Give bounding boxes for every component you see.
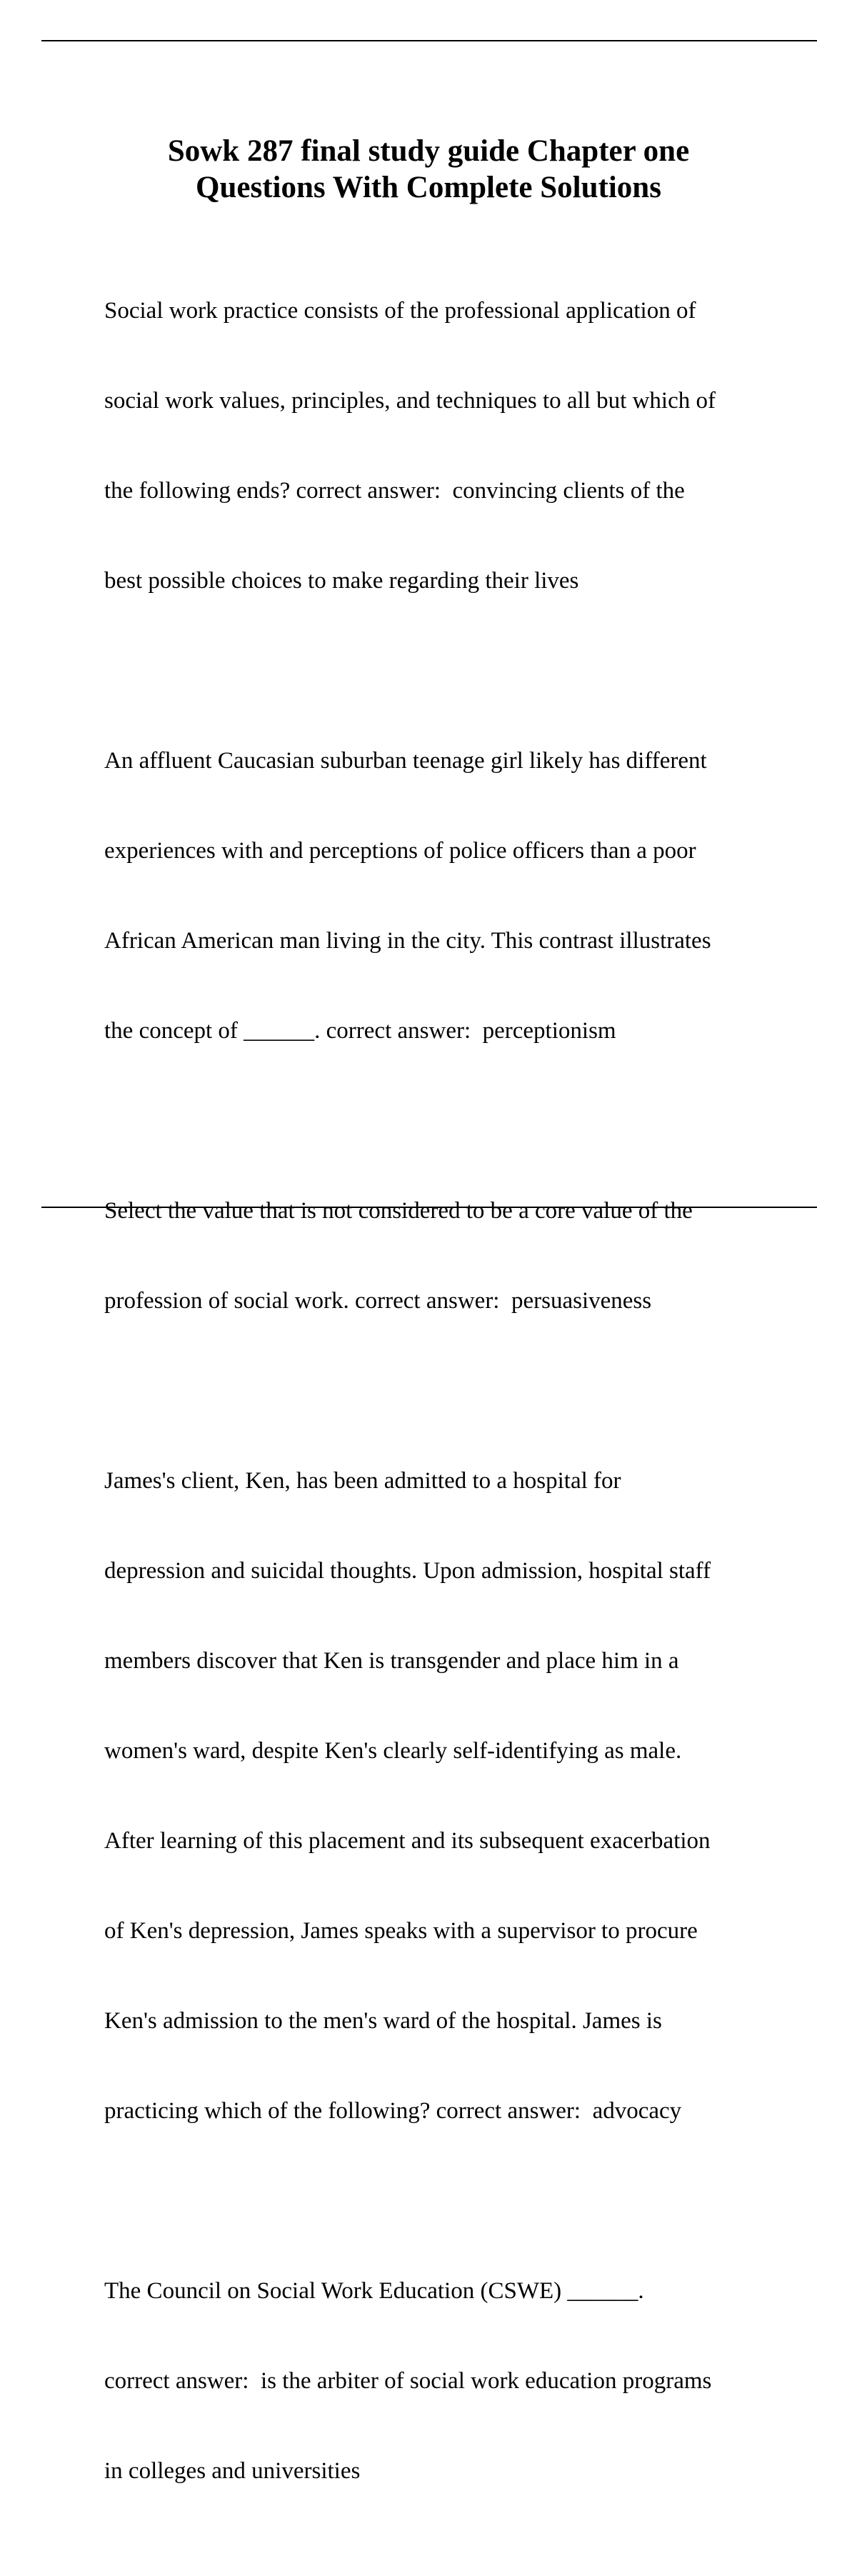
question-list xyxy=(104,236,790,2576)
question-line: African American man living in the city. This contrast illustrates xyxy=(104,928,711,954)
title-line-2: Questions With Complete Solutions xyxy=(196,171,661,204)
question-line: depression and suicidal thoughts. Upon admission, hospital staff xyxy=(104,1558,711,1584)
question-line: Social work practice consists of the professional application of xyxy=(104,298,696,324)
question-line: The Council on Social Work Education (CSWE) ______. xyxy=(104,2278,644,2304)
question-item-3 xyxy=(104,1136,790,1376)
question-line: Ken's admission to the men's ward of the hospital. James is xyxy=(104,2008,662,2034)
question-line: Select the value that is not considered to be a core value of the xyxy=(104,1198,693,1224)
question-line: the concept of ______. correct answer: perceptionism xyxy=(104,1018,616,1044)
question-line: profession of social work. correct answer: persuasiveness xyxy=(104,1288,652,1314)
question-line: experiences with and perceptions of police officers than a poor xyxy=(104,838,696,864)
question-line: of Ken's depression, James speaks with a supervisor to procure xyxy=(104,1918,698,1944)
question-item-4 xyxy=(104,1406,790,2186)
top-divider xyxy=(41,40,817,41)
question-line: the following ends? correct answer: convincing clients of the xyxy=(104,478,685,504)
question-item-5 xyxy=(104,2216,790,2546)
question-line: practicing which of the following? correct answer: advocacy xyxy=(104,2098,682,2124)
question-line: James's client, Ken, has been admitted to a hospital for xyxy=(104,1468,621,1494)
question-item-1 xyxy=(104,236,790,656)
title-line-1: Sowk 287 final study guide Chapter one xyxy=(167,134,690,168)
document-title xyxy=(71,133,786,206)
question-item-2 xyxy=(104,686,790,1106)
question-line: members discover that Ken is transgender and place him in a xyxy=(104,1648,679,1674)
question-line: After learning of this placement and its subsequent exacerbation xyxy=(104,1828,711,1854)
question-line: An affluent Caucasian suburban teenage girl likely has different xyxy=(104,748,707,774)
question-line: correct answer: is the arbiter of social work education programs xyxy=(104,2368,712,2394)
question-line: women's ward, despite Ken's clearly self-identifying as male. xyxy=(104,1738,682,1764)
question-line: social work values, principles, and techniques to all but which of xyxy=(104,388,716,414)
question-line: best possible choices to make regarding their lives xyxy=(104,568,579,594)
bottom-divider xyxy=(41,1207,817,1208)
question-line: in colleges and universities xyxy=(104,2458,361,2484)
